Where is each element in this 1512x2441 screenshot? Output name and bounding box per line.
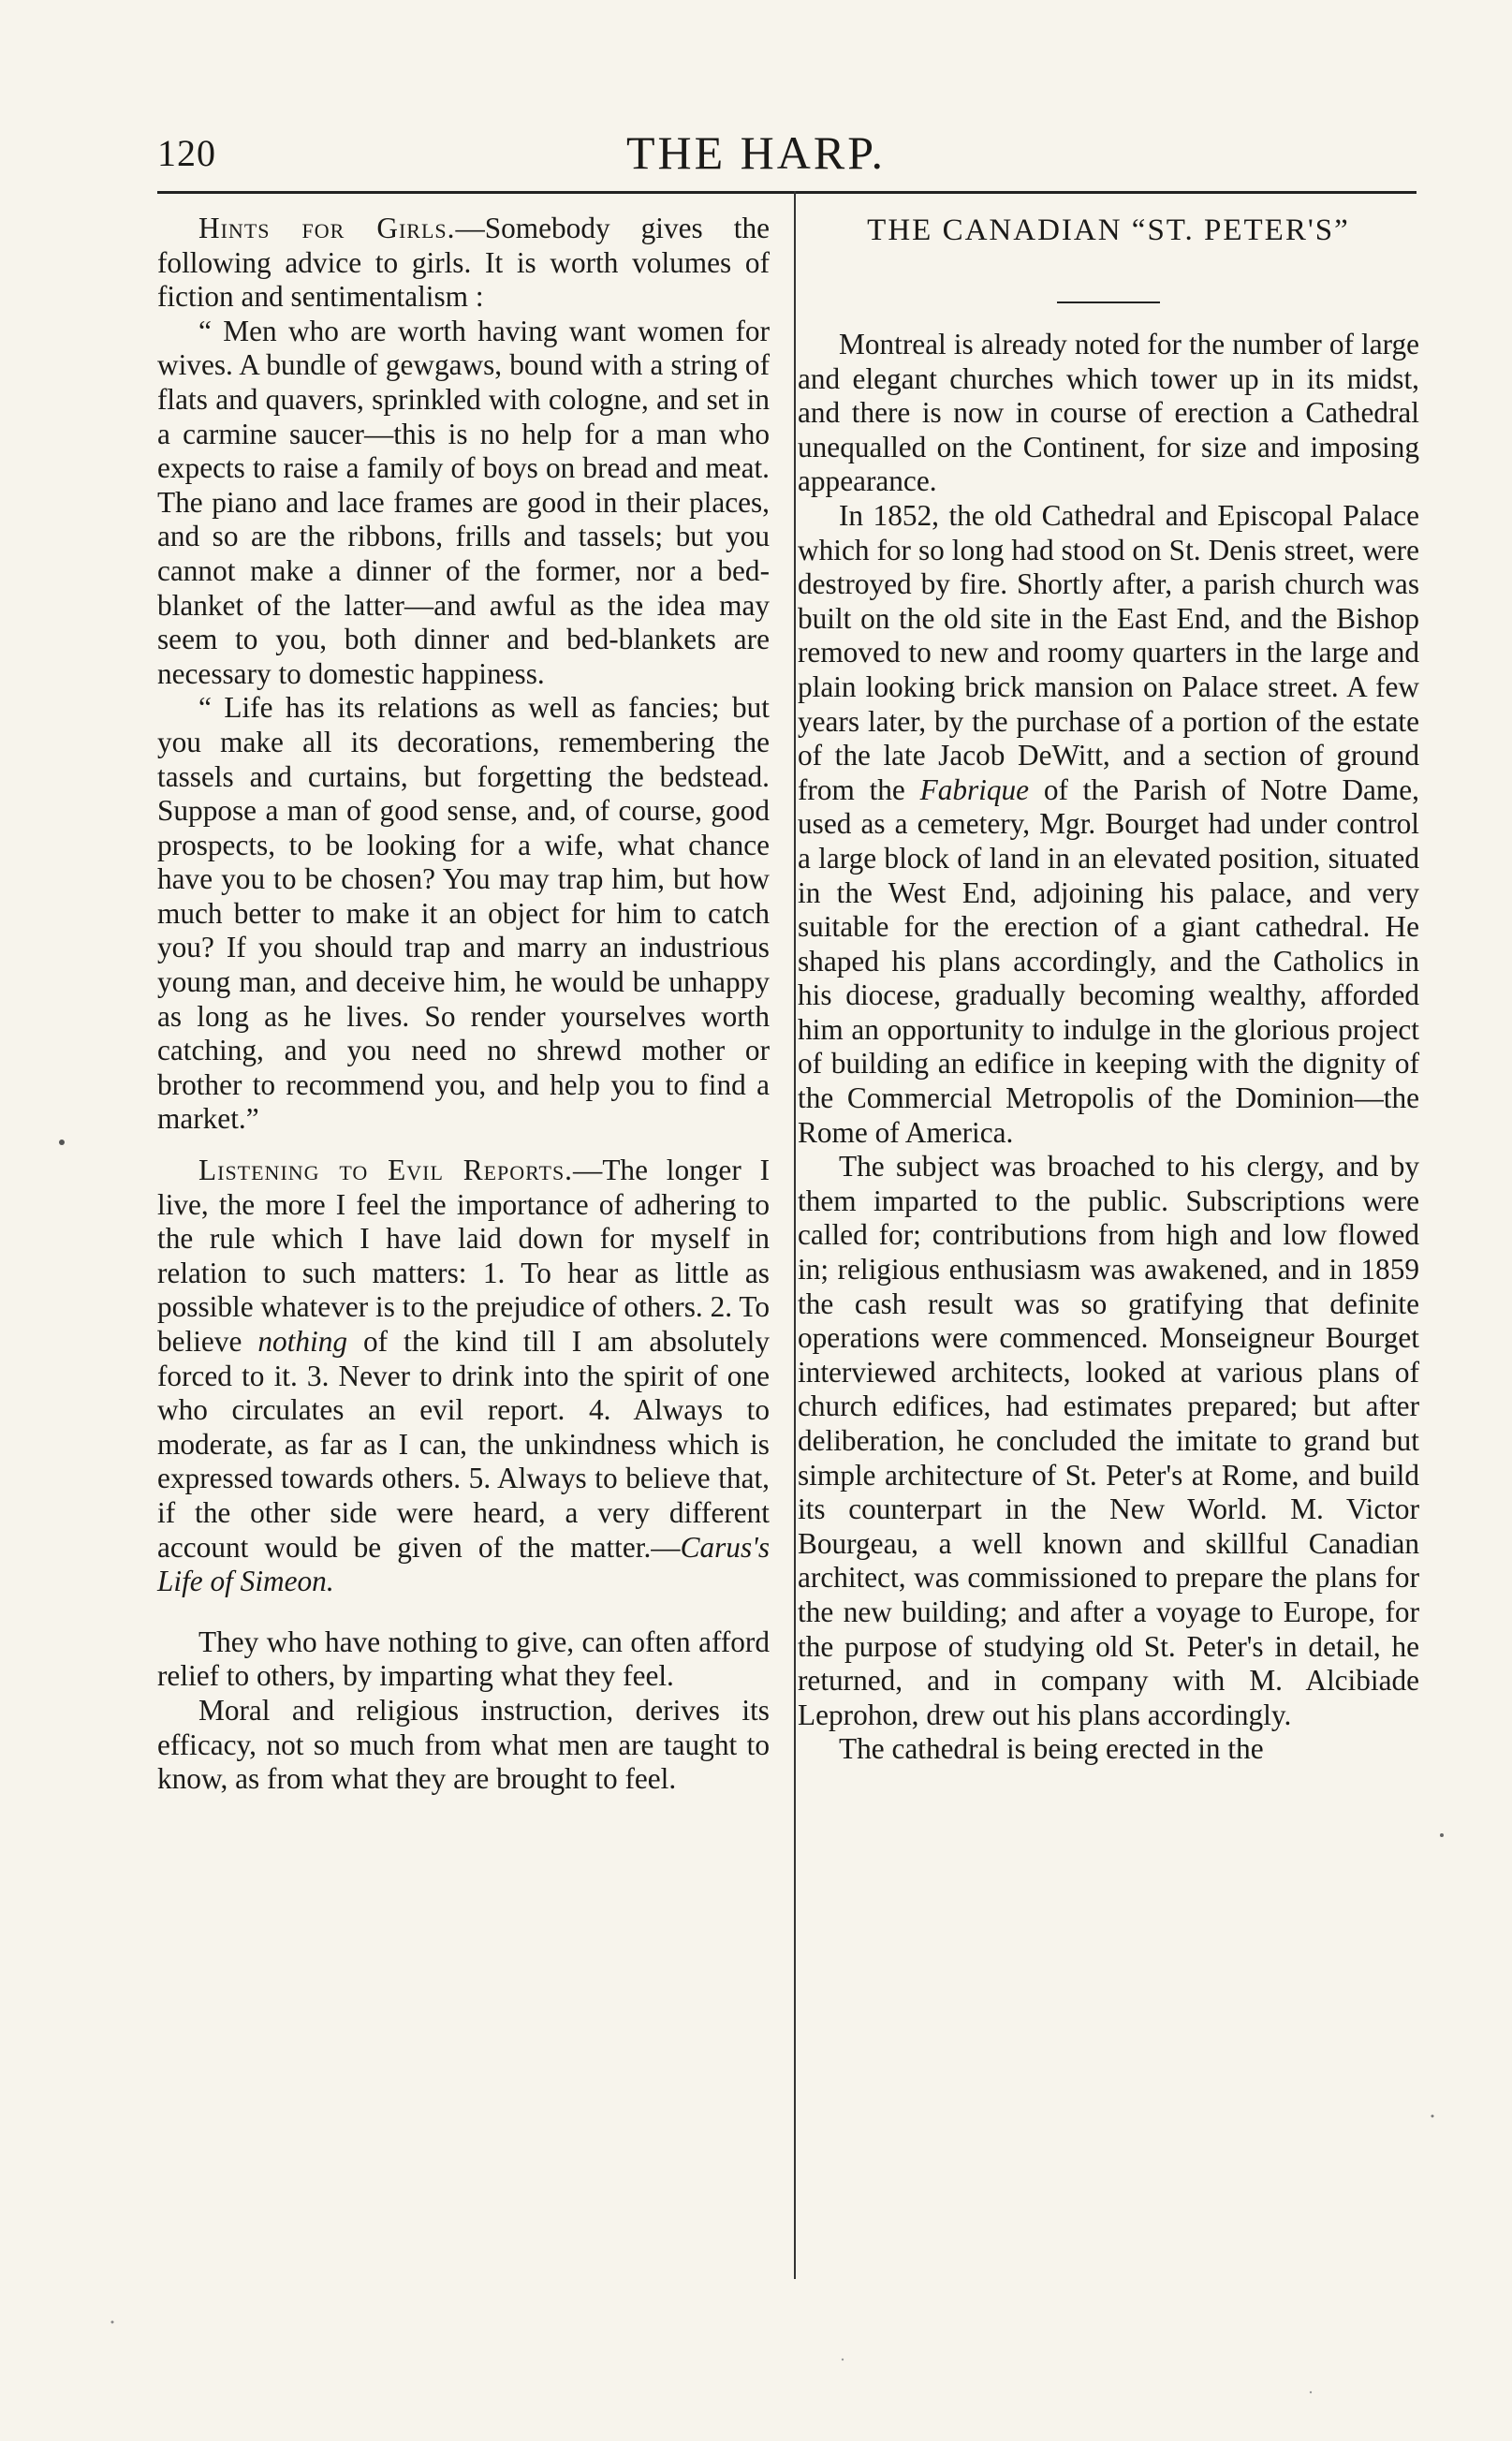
article-paragraph-1: Montreal is already noted for the number of large and elegant churches which tower up in its midst, and there is now in course of erection a Cathedral unequalled on the Continent, for size and imposing appearance. <box>798 328 1419 498</box>
hints-lead-paragraph <box>157 212 770 315</box>
article-paragraph-2 <box>798 499 1419 1150</box>
section-gap <box>157 1599 770 1625</box>
hints-paragraph-2: “ Life has its relations as well as fancies; but you make all its decorations, remembering the tassels and curtains, but forgetting the bedstead. Suppose a man of good sense, and, of course, good prospects, to be looking for a wife, what chance have you to be chosen? You may trap him, but how much better to make it an object for him to catch you? If you should trap and marry an industrious young man, and deceive him, he would be unhappy as long as he lives. So render yourselves worth catching, and you need no shrewd mother or brother to recommend you, and help you to find a market.” <box>157 691 770 1136</box>
header-rule <box>157 191 1417 194</box>
hints-lead-text: —Somebody gives the following advice to girls. It is worth volumes of fiction and sentimentalism : <box>157 212 770 314</box>
listening-text-b: of the kind till I am absolutely forced to it. 3. Never to drink into the spirit of one who circulates an evil report. 4. Always to moderate, as far as I can, the unkindness which is expressed towards others. 5. Always to believe that, if the other side were heard, a very different account would be given of the matter.— <box>157 1325 770 1564</box>
article-paragraph-4: The cathedral is being erected in the <box>839 1732 1264 1766</box>
section-gap <box>157 1137 770 1154</box>
column-divider <box>794 191 796 2279</box>
title-rule <box>1057 301 1160 303</box>
listening-citation: Carus's Life of Simeon. <box>157 1530 770 1598</box>
maxim-paragraph-2: Moral and religious instruction, derives its efficacy, not so much from what men are taught to know, as from what they are brought to feel. <box>157 1693 770 1796</box>
right-column <box>798 212 1419 1767</box>
article-paragraph-3: The subject was broached to his clergy, and by them imparted to the public. Subscriptions were called for; contributions from high and low flowed in; religious enthusiasm was awakened, and in 1859 the cash result was so gratifying that definite operations were commenced. Monseigneur Bourget interviewed architects, looked at various plans of church edifices, had estimates prepared; but after deliberation, he concluded the imitate to grand but simple architecture of St. Peter's at Rome, and build its counterpart in the New World. M. Victor Bourgeau, a well known and skillful Canadian architect, was commissioned to prepare the plans for the new building; and after a voyage to Europe, for the purpose of studying old St. Peter's in detail, he returned, and in company with M. Alcibiade Leprohon, drew out his plans accordingly. <box>798 1150 1419 1731</box>
left-column <box>157 212 770 1797</box>
running-head: THE HARP. <box>625 126 887 179</box>
listening-italic-word: nothing <box>257 1325 347 1358</box>
maxim-paragraph-1: They who have nothing to give, can often afford relief to others, by imparting what they feel. <box>157 1625 770 1693</box>
article-title: THE CANADIAN “ST. PETER'S” <box>867 213 1350 247</box>
article-paragraph-2-italic: Fabrique <box>919 772 1030 806</box>
hints-heading: Hints for Girls. <box>198 212 456 244</box>
listening-text-a: —The longer I live, the more I feel the importance of adhering to the rule which I have laid down for myself in relation to such matters: 1. To hear as little as possible whatever is to the prejudice of others. 2. To believe <box>157 1154 770 1358</box>
listening-heading: Listening to Evil Reports. <box>198 1154 574 1187</box>
article-paragraph-2-text-b: of the Parish of Notre Dame, used as a cemetery, Mgr. Bourget had under control a large block of land in an elevated position, situated in the West End, adjoining his palace, and very suitable for the erection of a giant cathedral. He shaped his plans accordingly, and the Catholics in his diocese, gradually becoming wealthy, afforded him an opportunity to indulge in the glorious project of building an edifice in keeping with the dignity of the Commercial Metropolis of the Dominion—the Rome of America. <box>798 772 1419 1149</box>
hints-paragraph-1: “ Men who are worth having want women for wives. A bundle of gewgaws, bound with a string of flats and quavers, sprinkled with cologne, and set in a carmine saucer—this is no help for a man who expects to raise a family of boys on bread and meat. The piano and lace frames are good in their places, and so are the ribbons, frills and tassels; but you cannot make a dinner of the former, nor a bed-blanket of the latter—and awful as the idea may seem to you, both dinner and bed-blankets are necessary to domestic happiness. <box>157 314 770 690</box>
article-paragraph-2-text-a: In 1852, the old Cathedral and Episcopal Palace which for so long had stood on St. Denis street, were destroyed by fire. Shortly after, a parish church was built on the old site in the East End, and the Bishop removed to new and roomy quarters in the large and plain looking brick mansion on Palace street. A few years later, by the purchase of a portion of the estate of the late Jacob DeWitt, and a section of ground from the <box>798 498 1419 806</box>
listening-paragraph <box>157 1154 770 1599</box>
page-number: 120 <box>157 132 216 174</box>
